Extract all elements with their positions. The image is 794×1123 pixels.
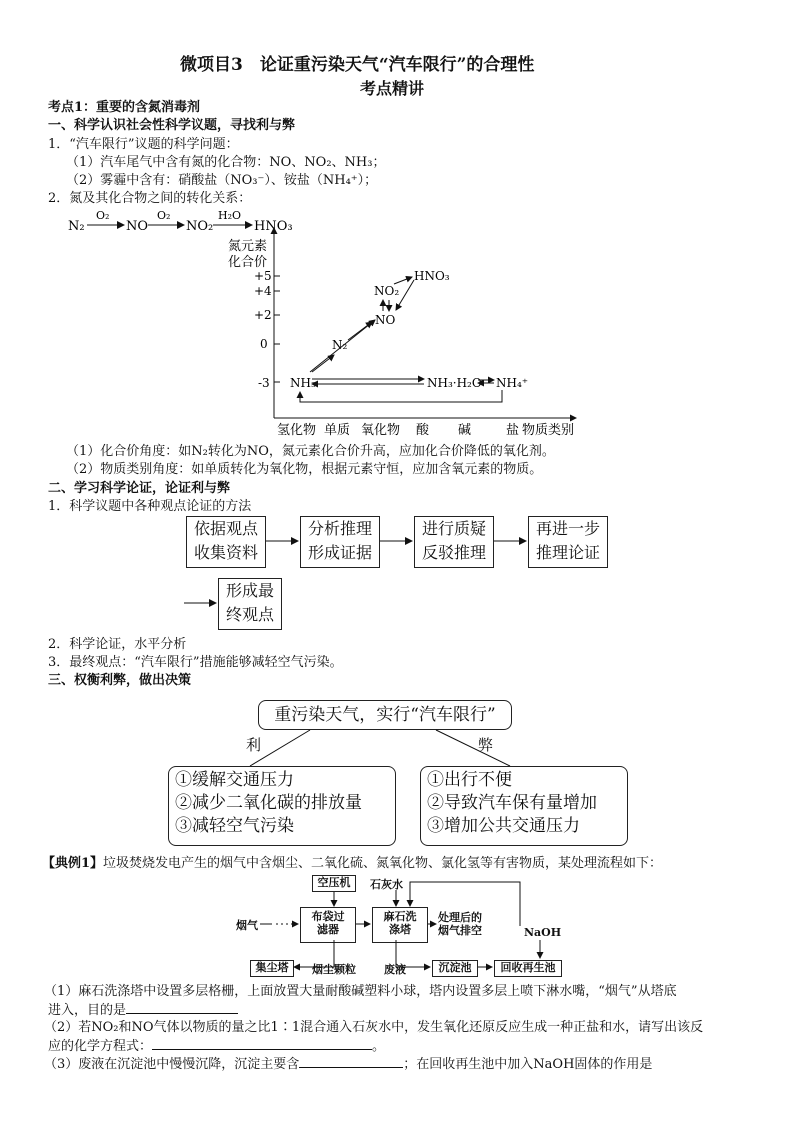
- con-item: ①出行不便: [427, 770, 512, 790]
- dust-tower-box: 集尘塔: [250, 960, 294, 977]
- section1-item2: 2．氮及其化合物之间的转化关系：: [48, 191, 252, 206]
- chain-species: NO₂: [186, 219, 214, 234]
- question1-line2: [48, 1001, 238, 1019]
- note-category: （2）物质类别角度：如单质转化为氧化物，根据元素守恒，应加含氧元素的物质。: [66, 462, 543, 477]
- waste-label: 废液: [384, 963, 406, 976]
- process-flow-arrows: [230, 870, 590, 980]
- chain-reagent: O₂: [157, 209, 171, 222]
- x-tick-label: 氧化物: [361, 423, 401, 438]
- section2-item1: 1．科学议题中各种观点论证的方法: [48, 499, 252, 514]
- page-title: 微项目3 论证重污染天气“汽车限行”的合理性: [180, 55, 535, 75]
- node-nh3: NH₃: [290, 376, 316, 390]
- section2-heading: 二、学习科学论证，论证利与弊: [48, 481, 231, 496]
- x-tick-label: 碱: [458, 423, 472, 438]
- question2-line2: 应的化学方程式： 。: [48, 1039, 386, 1054]
- chain-species: N₂: [68, 219, 85, 234]
- exhaust-label: 处理后的 烟气排空: [438, 911, 482, 937]
- section2-item2: 2．科学论证，水平分析: [48, 637, 187, 652]
- y-axis-title: 氮元素: [228, 239, 268, 254]
- dust-label: 烟尘颗粒: [312, 963, 356, 976]
- answer-blank[interactable]: [126, 1001, 238, 1014]
- section3-heading: 三、权衡利弊，做出决策: [48, 673, 192, 688]
- recycle-tank-box: 回收再生池: [494, 960, 562, 977]
- node-nh3-h2o: NH₃·H₂O: [427, 376, 482, 390]
- y-tick-label: +2: [254, 308, 272, 322]
- answer-blank[interactable]: [299, 1055, 403, 1068]
- x-axis-title: 物质类别: [522, 423, 575, 438]
- question1-text: 进入，目的是: [48, 1003, 127, 1018]
- argument-flow-arrows: [180, 535, 620, 615]
- compressor-box: 空压机: [312, 875, 356, 892]
- argument-step-box: 进行质疑 反驳推理: [414, 516, 494, 568]
- question3-text-a: （3）废液在沉淀池中慢慢沉降，沉淀主要含: [44, 1057, 300, 1072]
- x-tick-label: 单质: [324, 423, 351, 438]
- node-hno3: HNO₃: [414, 269, 450, 283]
- example-lead: 【典例1】: [42, 856, 104, 871]
- naoh-label: NaOH: [524, 926, 562, 939]
- argument-step-box: 再进一步 推理论证: [528, 516, 608, 568]
- y-tick-label: +5: [254, 269, 272, 283]
- x-tick-label: 酸: [416, 423, 430, 438]
- page-subtitle: 考点精讲: [360, 79, 425, 98]
- question2-line1: （2）若NO₂和NO气体以物质的量之比1∶1混合通入石灰水中，发生氧化还原反应生成一种正盐和水，请写出该反: [44, 1020, 704, 1035]
- y-axis-title: 化合价: [228, 255, 268, 270]
- question3-text-b: ；在回收再生池中加入NaOH固体的作用是: [403, 1057, 653, 1072]
- arrow-nh3-no: [310, 320, 375, 372]
- section1-heading: 一、科学认识社会性科学议题，寻找利与弊: [48, 118, 296, 133]
- note-valence: （1）化合价角度：如N₂转化为NO，氮元素化合价升高，应加化合价降低的氧化剂。: [66, 444, 555, 459]
- chain-species: NO: [126, 219, 149, 234]
- section1-item1a: （1）汽车尾气中含有氮的化合物：NO、NO₂、NH₃；: [66, 155, 386, 170]
- y-tick-label: 0: [260, 337, 268, 351]
- decision-top-box: 重污染天气，实行“汽车限行”: [258, 700, 512, 730]
- y-tick-label: -3: [258, 376, 270, 390]
- cons-box: [420, 766, 628, 846]
- answer-blank[interactable]: [152, 1037, 372, 1050]
- question2-text: 应的化学方程式：: [48, 1039, 153, 1054]
- example-intro-text: 垃圾焚烧发电产生的烟气中含烟尘、二氧化硫、氮氧化物、氯化氢等有害物质，某处理流程如下：: [103, 856, 663, 871]
- pros-box: [168, 766, 396, 846]
- con-label: 弊: [478, 736, 494, 754]
- bag-filter-box: 布袋过 滤器: [300, 907, 356, 943]
- nitrogen-valence-diagram: [220, 222, 610, 438]
- y-tick-label: +4: [254, 284, 272, 298]
- con-item: ②导致汽车保有量增加: [427, 793, 597, 813]
- chain-species: HNO₃: [254, 219, 293, 234]
- question1-line1: （1）麻石洗涤塔中设置多层格栅，上面放置大量耐酸碱塑料小球，塔内设置多层上喷下淋水嘴，“烟气”从塔底: [44, 984, 677, 999]
- arrow-nh3-n2: [312, 355, 334, 372]
- question3-line: [44, 1055, 652, 1073]
- node-nh4: NH₄⁺: [496, 376, 529, 390]
- wash-tower-box: 麻石洗 涤塔: [372, 907, 428, 943]
- section1-item1b: （2）雾霾中含有：硝酸盐（NO₃⁻）、铵盐（NH₄⁺）；: [66, 173, 378, 188]
- arrow-no2-hno3: [394, 277, 412, 284]
- chain-reagent: O₂: [96, 209, 110, 222]
- node-n2: N₂: [332, 338, 348, 352]
- point-heading: 考点1：重要的含氮消毒剂: [48, 100, 201, 115]
- smoke-label: 烟气: [236, 919, 258, 932]
- chain-reagent: H₂O: [218, 209, 242, 222]
- sediment-tank-box: 沉淀池: [432, 960, 478, 977]
- node-no: NO: [375, 313, 396, 327]
- argument-step-box: 依据观点 收集资料: [186, 516, 266, 568]
- pro-item: ③减轻空气污染: [175, 816, 294, 836]
- x-tick-label: 盐: [506, 423, 520, 438]
- arrow-nh4-nh3: [300, 390, 502, 402]
- argument-step-box: 分析推理 形成证据: [300, 516, 380, 568]
- pro-item: ②减少二氧化碳的排放量: [175, 793, 362, 813]
- argument-step-box: 形成最 终观点: [218, 578, 282, 630]
- section2-item3: 3．最终观点：“汽车限行”措施能够减轻空气污染。: [48, 655, 343, 670]
- con-item: ③增加公共交通压力: [427, 816, 580, 836]
- limewater-label: 石灰水: [370, 878, 403, 891]
- node-no2: NO₂: [374, 284, 400, 298]
- x-tick-label: 氢化物: [277, 423, 317, 438]
- section1-item1: 1．“汽车限行”议题的科学问题：: [48, 137, 239, 152]
- pro-item: ①缓解交通压力: [175, 770, 294, 790]
- pro-label: 利: [246, 736, 262, 754]
